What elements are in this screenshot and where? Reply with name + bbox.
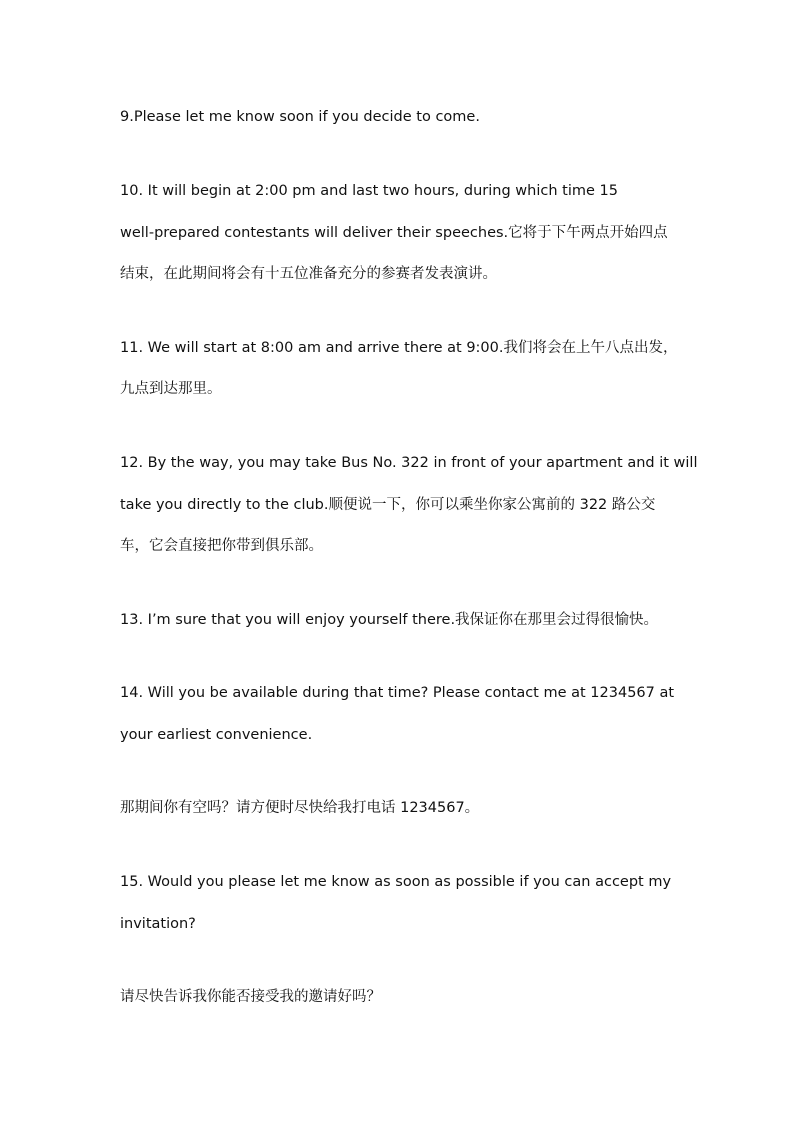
item-12-line-1: 12. By the way, you may take Bus No. 322 in front of your apartment and it will (120, 455, 698, 471)
item-12-line-2: take you directly to the club.顺便说一下，你可以乘坐你家公寓前的 322 路公交 (120, 497, 656, 513)
item-9-line-1: 9.Please let me know soon if you decide to come. (120, 109, 480, 125)
item-11-line-2: 九点到达那里。 (120, 381, 222, 397)
item-12-line-3: 车，它会直接把你带到俱乐部。 (120, 538, 323, 554)
item-15-line-2: invitation? (120, 916, 196, 932)
item-14-translation: 那期间你有空吗？请方便时尽快给我打电话 1234567。 (120, 800, 480, 816)
item-14-line-1: 14. Will you be available during that time? Please contact me at 1234567 at (120, 685, 675, 701)
item-10-line-2: well-prepared contestants will deliver their speeches.它将于下午两点开始四点 (120, 225, 668, 241)
item-13-line-1: 13. I’m sure that you will enjoy yourself there.我保证你在那里会过得很愉快。 (120, 612, 659, 628)
item-14-line-2: your earliest convenience. (120, 727, 313, 743)
item-10-line-3: 结束，在此期间将会有十五位准备充分的参赛者发表演讲。 (120, 266, 497, 282)
item-10-line-1: 10. It will begin at 2:00 pm and last two hours, during which time 15 (120, 183, 618, 199)
item-15-translation: 请尽快告诉我你能否接受我的邀请好吗？ (120, 989, 381, 1005)
item-11-line-1: 11. We will start at 8:00 am and arrive there at 9:00.我们将会在上午八点出发， (120, 340, 678, 356)
item-15-line-1: 15. Would you please let me know as soon as possible if you can accept my (120, 874, 672, 890)
